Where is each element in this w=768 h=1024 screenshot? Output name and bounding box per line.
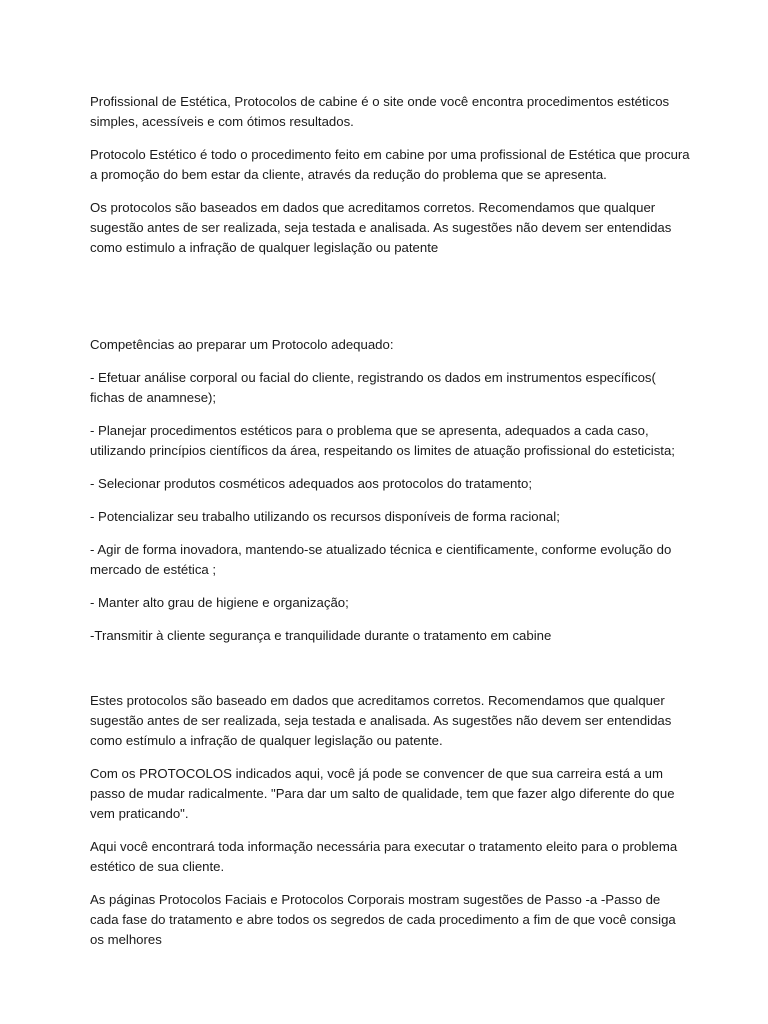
closing-paragraph-4: As páginas Protocolos Faciais e Protocolos Corporais mostram sugestões de Passo -a -Passo de cada fase do tratamento e abre todos os segredos de cada procedimento a fim de que você consiga os melhores [90, 892, 676, 947]
competencia-item: - Agir de forma inovadora, mantendo-se atualizado técnica e cientificamente, conforme evolução do mercado de estética ; [90, 542, 672, 577]
spacer [90, 271, 690, 335]
competencia-item: -Transmitir à cliente segurança e tranquilidade durante o tratamento em cabine [90, 628, 552, 643]
competencia-item: - Planejar procedimentos estéticos para o problema que se apresenta, adequados a cada caso, utilizando princípios científicos da área, respeitando os limites de atuação profissional do esteticista; [90, 423, 675, 458]
document-body [90, 92, 690, 963]
closing-paragraph-2: Com os PROTOCOLOS indicados aqui, você já pode se convencer de que sua carreira está a um passo de mudar radicalmente. "Para dar um salto de qualidade, tem que fazer algo diferente do que vem praticando". [90, 766, 675, 821]
competencia-item: - Manter alto grau de higiene e organização; [90, 595, 349, 610]
competencia-item: - Potencializar seu trabalho utilizando os recursos disponíveis de forma racional; [90, 509, 560, 524]
closing-paragraph-1: Estes protocolos são baseado em dados que acreditamos corretos. Recomendamos que qualquer sugestão antes de ser realizada, seja testada e analisada. As sugestões não devem ser entendidas como estímulo a infração de qualquer legislação ou patente. [90, 693, 672, 748]
competencia-item: - Efetuar análise corporal ou facial do cliente, registrando os dados em instrumentos específicos( fichas de anamnese); [90, 370, 656, 405]
closing-paragraph-3: Aqui você encontrará toda informação necessária para executar o tratamento eleito para o problema estético de sua cliente. [90, 839, 678, 874]
competencia-item: - Selecionar produtos cosméticos adequados aos protocolos do tratamento; [90, 476, 533, 491]
spacer [90, 659, 690, 691]
intro-paragraph-2: Protocolo Estético é todo o procedimento feito em cabine por uma profissional de Estética que procura a promoção do bem estar da cliente, através da redução do problema que se apresenta. [90, 147, 690, 182]
intro-paragraph-3: Os protocolos são baseados em dados que acreditamos corretos. Recomendamos que qualquer sugestão antes de ser realizada, seja testada e analisada. As sugestões não devem ser entendidas como estimulo a infração de qualquer legislação ou patente [90, 200, 672, 255]
competencias-heading: Competências ao preparar um Protocolo adequado: [90, 337, 394, 352]
intro-paragraph-1: Profissional de Estética, Protocolos de cabine é o site onde você encontra procedimentos estéticos simples, acessíveis e com ótimos resultados. [90, 94, 670, 129]
